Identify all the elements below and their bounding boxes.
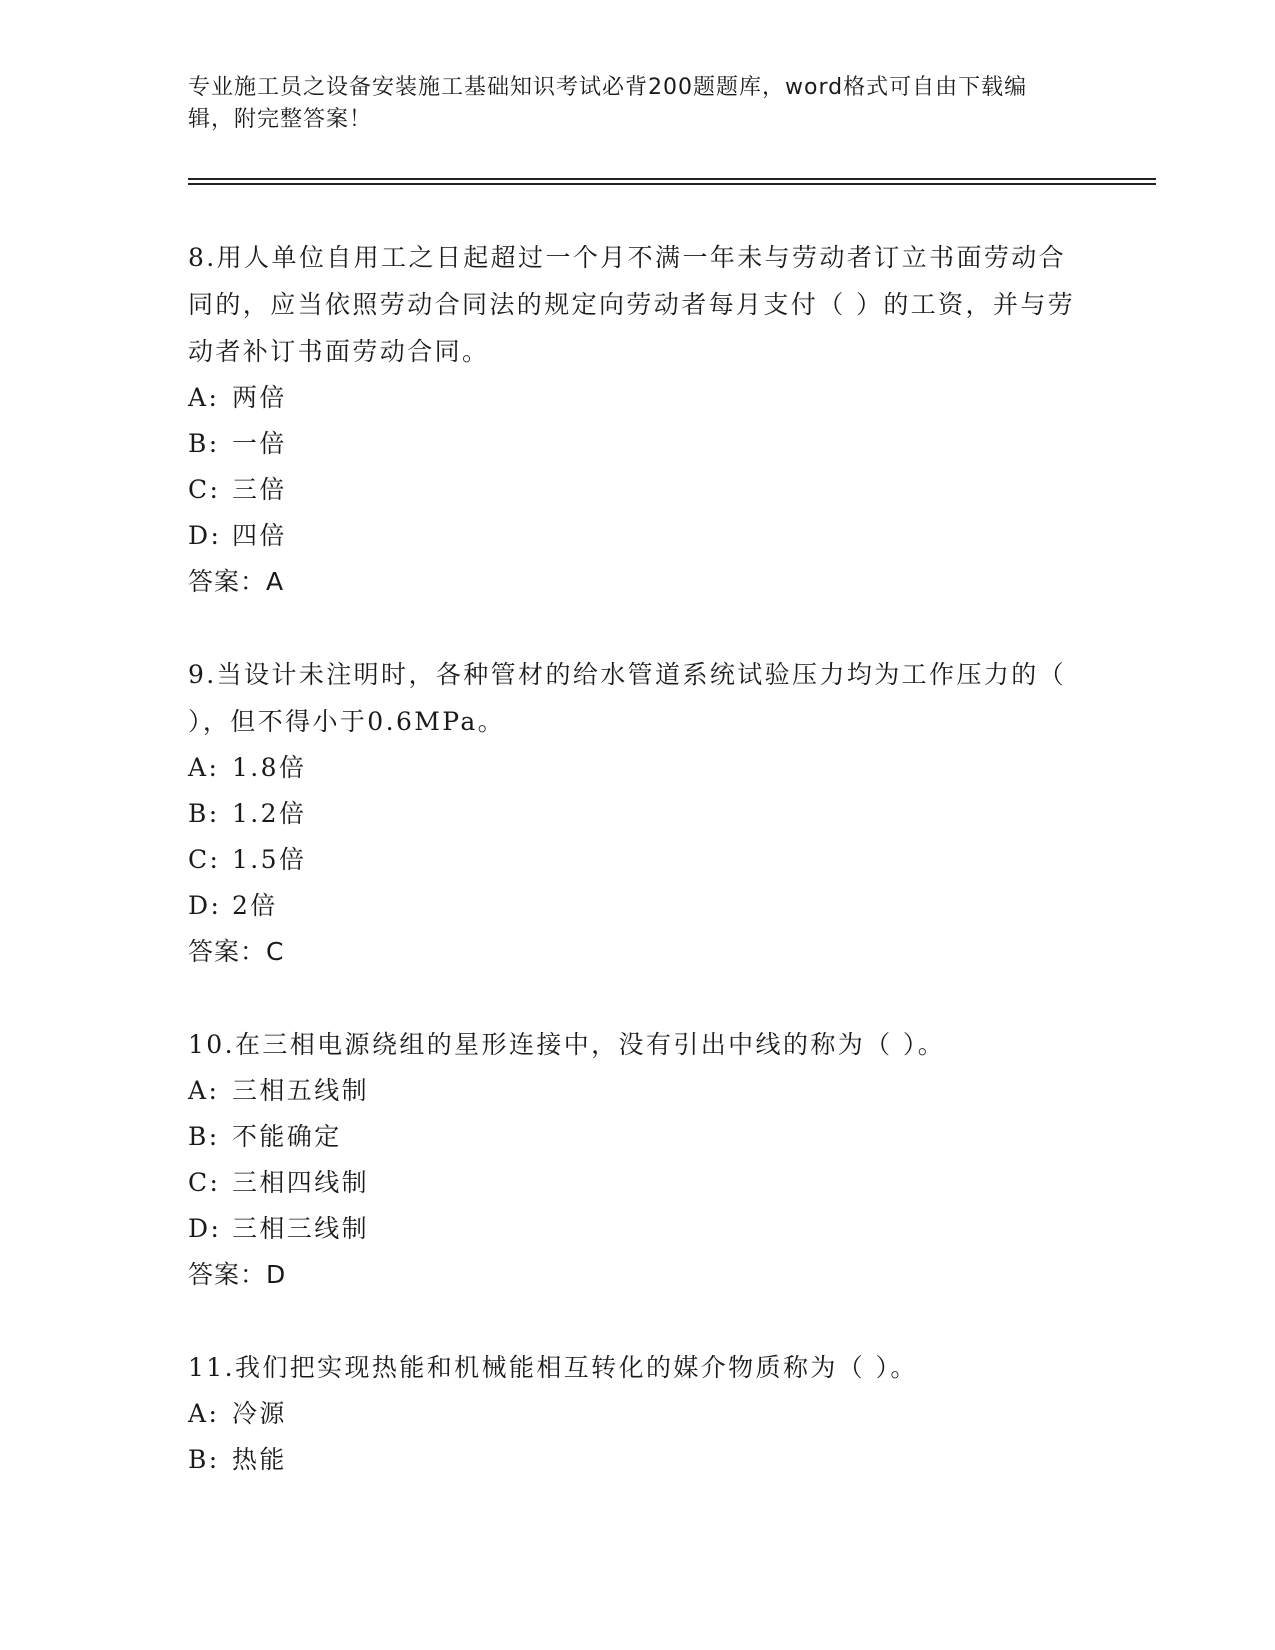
- question-11: [188, 1344, 1088, 1483]
- option-c: [188, 837, 1088, 883]
- option-letter: A:: [188, 383, 220, 412]
- option-text: 1.5倍: [232, 845, 307, 874]
- option-text: 冷源: [232, 1399, 287, 1428]
- document-header: 专业施工员之设备安装施工基础知识考试必背200题题库，word格式可自由下载编辑，附完整答案！: [188, 75, 1028, 132]
- option-a: [188, 375, 1088, 421]
- header-divider-bottom: [188, 183, 1156, 185]
- option-text: 三相四线制: [232, 1168, 370, 1197]
- option-text: 1.2倍: [232, 799, 307, 828]
- option-letter: D:: [188, 891, 222, 920]
- question-8: [188, 234, 1088, 605]
- option-letter: B:: [188, 1445, 220, 1474]
- answer-line: 答案：A: [188, 567, 285, 596]
- option-letter: D:: [188, 521, 222, 550]
- option-letter: A:: [188, 753, 220, 782]
- option-letter: C:: [188, 1168, 221, 1197]
- question-10: [188, 1021, 1088, 1298]
- option-c: [188, 1160, 1088, 1206]
- option-d: [188, 513, 1088, 559]
- option-a: [188, 745, 1088, 791]
- question-list: [188, 234, 1088, 1529]
- option-letter: A:: [188, 1399, 220, 1428]
- option-text: 两倍: [232, 383, 287, 412]
- option-text: 三倍: [232, 475, 287, 504]
- option-letter: C:: [188, 845, 221, 874]
- option-b: [188, 1114, 1088, 1160]
- option-text: 不能确定: [232, 1122, 342, 1151]
- option-a: [188, 1391, 1088, 1437]
- option-d: [188, 1206, 1088, 1252]
- option-letter: D:: [188, 1214, 222, 1243]
- question-stem: 9.当设计未注明时，各种管材的给水管道系统试验压力均为工作压力的（ ），但不得小于0.6MPa。: [188, 660, 1067, 736]
- question-stem: 8.用人单位自用工之日起超过一个月不满一年未与劳动者订立书面劳动合同的，应当依照劳动合同法的规定向劳动者每月支付（ ）的工资，并与劳动者补订书面劳动合同。: [188, 243, 1076, 366]
- question-stem: 11.我们把实现热能和机械能相互转化的媒介物质称为（ ）。: [188, 1353, 918, 1382]
- option-text: 1.8倍: [232, 753, 307, 782]
- question-stem: 10.在三相电源绕组的星形连接中，没有引出中线的称为（ ）。: [188, 1030, 946, 1059]
- question-9: [188, 651, 1088, 975]
- option-letter: B:: [188, 429, 220, 458]
- option-text: 四倍: [232, 521, 287, 550]
- option-b: [188, 1437, 1088, 1483]
- option-letter: A:: [188, 1076, 220, 1105]
- option-b: [188, 791, 1088, 837]
- header-divider-top: [188, 178, 1156, 180]
- option-text: 一倍: [232, 429, 287, 458]
- option-text: 热能: [232, 1445, 287, 1474]
- option-a: [188, 1068, 1088, 1114]
- answer-line: 答案：D: [188, 1260, 287, 1289]
- option-letter: C:: [188, 475, 221, 504]
- option-text: 三相五线制: [232, 1076, 370, 1105]
- option-d: [188, 883, 1088, 929]
- option-letter: B:: [188, 799, 220, 828]
- answer-line: 答案：C: [188, 937, 285, 966]
- option-b: [188, 421, 1088, 467]
- option-text: 三相三线制: [232, 1214, 370, 1243]
- option-text: 2倍: [232, 891, 278, 920]
- option-c: [188, 467, 1088, 513]
- option-letter: B:: [188, 1122, 220, 1151]
